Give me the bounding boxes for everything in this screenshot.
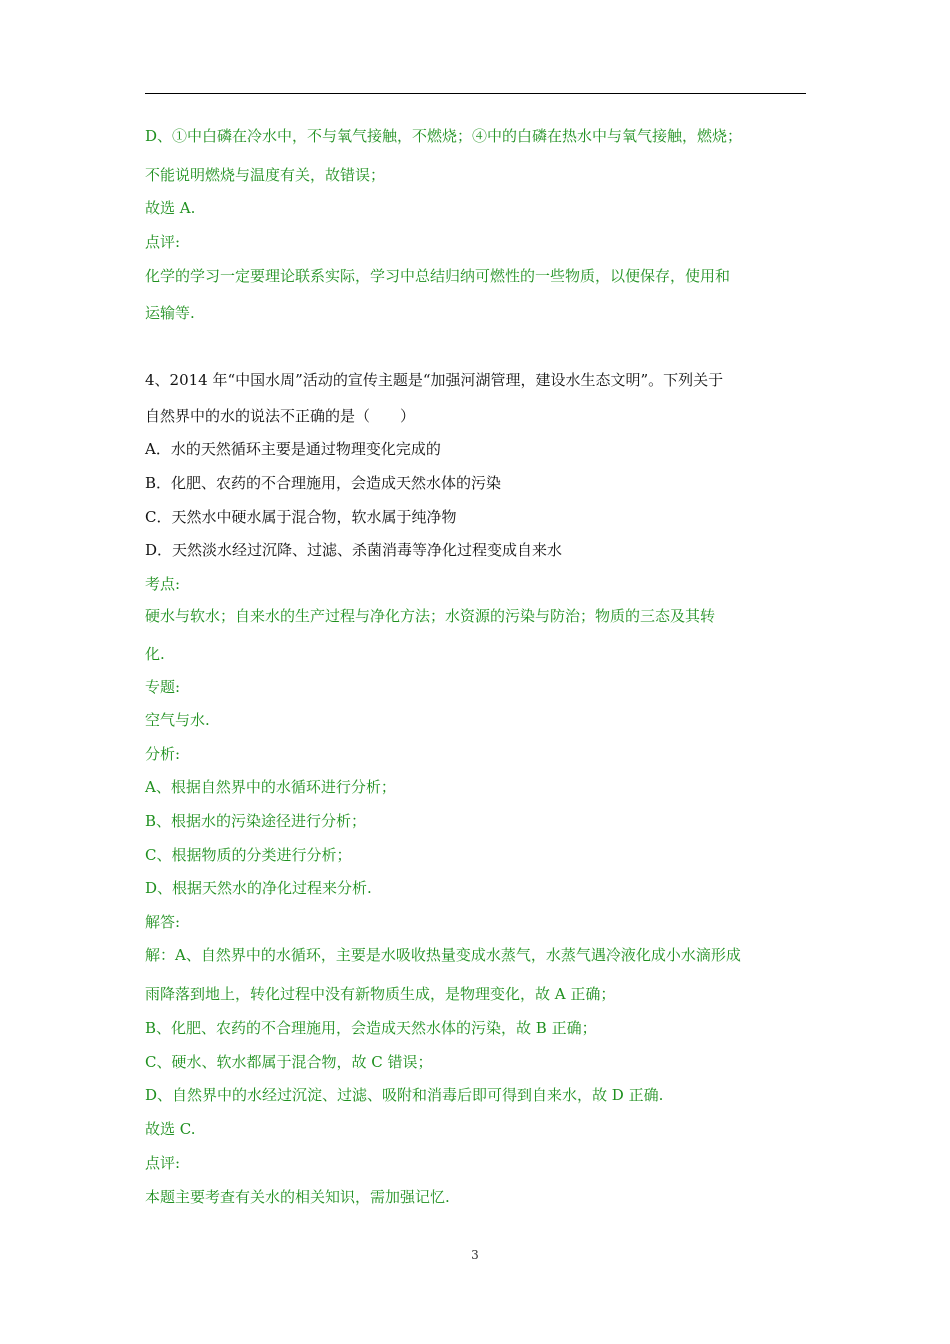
q4-analysis-d: D、根据天然水的净化过程来分析. <box>145 879 372 897</box>
prev-comment-label: 点评: <box>145 233 181 251</box>
q4-topic-label: 考点: <box>145 575 181 593</box>
q4-option-a: A．水的天然循环主要是通过物理变化完成的 <box>145 440 441 458</box>
prev-comment-line1: 化学的学习一定要理论联系实际，学习中总结归纳可燃性的一些物质，以便保存，使用和 <box>145 267 731 285</box>
prev-comment-line2: 运输等. <box>145 304 195 322</box>
q4-comment-label: 点评: <box>145 1154 181 1172</box>
q4-option-b: B．化肥、农药的不合理施用，会造成天然水体的污染 <box>145 474 502 492</box>
prev-analysis-d: D、①中白磷在冷水中，不与氧气接触，不燃烧；④中的白磷在热水中与氧气接触，燃烧； <box>145 127 743 145</box>
q4-topic-line2: 化. <box>145 645 165 663</box>
prev-analysis-d-cont: 不能说明燃烧与温度有关，故错误； <box>145 166 386 184</box>
q4-subject-label: 专题: <box>145 678 181 696</box>
q4-answer: 故选 C. <box>145 1120 196 1138</box>
q4-analysis-b: B、根据水的污染途径进行分析； <box>145 812 367 830</box>
q4-topic-line1: 硬水与软水；自来水的生产过程与净化方法；水资源的污染与防治；物质的三态及其转 <box>145 607 716 625</box>
q4-option-c: C．天然水中硬水属于混合物，软水属于纯净物 <box>145 508 457 526</box>
q4-solution-a-line1: 解：A、自然界中的水循环，主要是水吸收热量变成水蒸气，水蒸气遇冷液化成小水滴形成 <box>145 946 741 964</box>
header-rule <box>145 93 806 94</box>
q4-stem-line1: 4、2014 年“中国水周”活动的宣传主题是“加强河湖管理，建设水生态文明”。下列关于 <box>145 371 724 389</box>
q4-analysis-label: 分析: <box>145 745 181 763</box>
prev-answer: 故选 A. <box>145 199 196 217</box>
q4-solution-a-line2: 雨降落到地上，转化过程中没有新物质生成，是物理变化，故 A 正确； <box>145 985 616 1003</box>
q4-comment: 本题主要考查有关水的相关知识，需加强记忆. <box>145 1188 450 1206</box>
q4-solution-b: B、化肥、农药的不合理施用，会造成天然水体的污染，故 B 正确； <box>145 1019 597 1037</box>
page-number: 3 <box>471 1248 479 1262</box>
q4-analysis-a: A、根据自然界中的水循环进行分析； <box>145 778 396 796</box>
q4-stem-line2: 自然界中的水的说法不正确的是（ ） <box>145 407 416 425</box>
q4-option-d: D．天然淡水经过沉降、过滤、杀菌消毒等净化过程变成自来水 <box>145 541 563 559</box>
q4-solution-label: 解答: <box>145 913 181 931</box>
q4-analysis-c: C、根据物质的分类进行分析； <box>145 846 352 864</box>
q4-subject: 空气与水. <box>145 711 210 729</box>
q4-solution-d: D、自然界中的水经过沉淀、过滤、吸附和消毒后即可得到自来水，故 D 正确. <box>145 1086 664 1104</box>
q4-solution-c: C、硬水、软水都属于混合物，故 C 错误； <box>145 1053 433 1071</box>
